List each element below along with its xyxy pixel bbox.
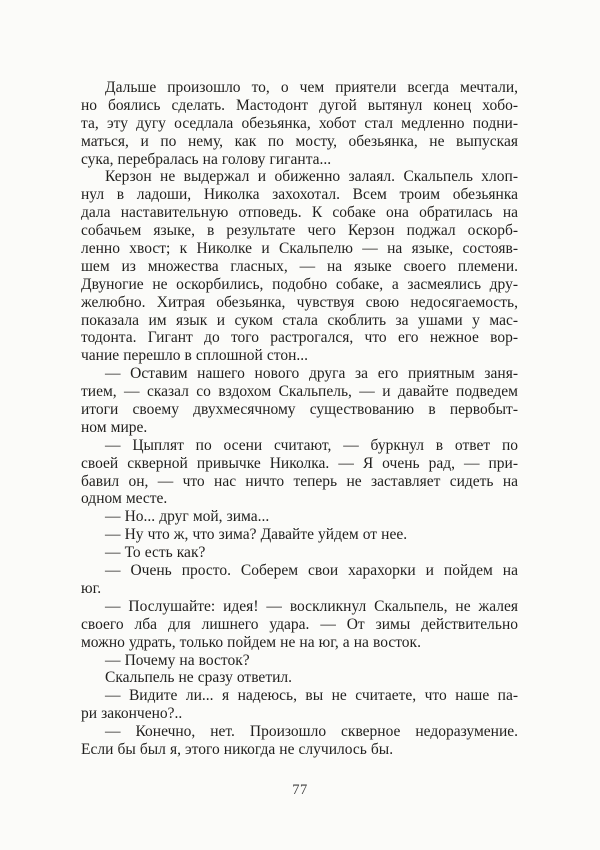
text-line: — Почему на восток?: [105, 651, 250, 669]
text-line: Керзон не выдержал и обиженно залаял. Скальпель хлоп-: [105, 168, 518, 186]
text-line: можно удрать, только пойдем не на юг, а на восток.: [81, 633, 421, 651]
text-line: дала наставительную отповедь. К собаке она обратилась на: [81, 204, 518, 222]
text-line: юг.: [81, 579, 102, 597]
text-line: — Конечно, нет. Произошло скверное недоразумение.: [105, 723, 518, 741]
text-line: Если бы был я, этого никогда не случилось бы.: [81, 740, 394, 758]
text-line: Дальше произошло то, о чем приятели всегда мечтали,: [105, 79, 518, 96]
paragraph: [81, 168, 518, 365]
text-line: но боялись сделать. Мастодонт дугой вытянул конец хобо-: [81, 96, 518, 114]
text-line: чание перешло в сплошной стон...: [81, 347, 309, 365]
paragraph: [81, 562, 518, 598]
text-line: своей скверной привычке Николка. — Я очень рад, — при-: [81, 454, 518, 472]
paragraph: [81, 365, 518, 437]
paragraph: [81, 723, 518, 759]
paragraph: [81, 669, 518, 687]
text-line: собачьем языке, в результате чего Керзон поджал оскорб-: [81, 222, 518, 240]
paragraph: [81, 508, 518, 526]
text-line: та, эту дугу оседлала обезьянка, хобот стал медленно подни-: [81, 114, 518, 132]
text-line: ри закончено?..: [81, 705, 183, 723]
text-line: — Послушайте: идея! — воскликнул Скальпель, не жалея: [105, 597, 518, 615]
text-line: итоги своему двухмесячному существованию в первобыт-: [81, 401, 518, 419]
text-line: сука, перебралась на голову гиганта...: [81, 150, 332, 168]
text-line: показала им язык и суком стала скоблить за ушами у мас-: [81, 311, 518, 329]
text-line: маться, и по нему, как по мосту, обезьянка, не выпуская: [81, 132, 518, 150]
text-line: нул в ладоши, Николка захохотал. Всем троим обезьянка: [81, 186, 518, 204]
text-line: — Очень просто. Соберем свои харахорки и пойдем на: [105, 562, 518, 580]
page-text: [81, 79, 518, 759]
text-line: своего лба для лишнего удара. — От зимы действительно: [81, 615, 518, 633]
text-line: — Цыплят по осени считают, — буркнул в ответ по: [105, 436, 518, 454]
text-line: — Но... друг мой, зима...: [105, 508, 270, 526]
paragraph: [81, 598, 518, 652]
paragraph: [81, 437, 518, 509]
text-line: — Ну что ж, что зима? Давайте уйдем от нее.: [105, 526, 408, 544]
paragraph: [81, 652, 518, 670]
text-line: желюбно. Хитрая обезьянка, чувствуя свою недосягаемость,: [81, 293, 518, 311]
text-line: ном мире.: [81, 418, 148, 436]
paragraph: [81, 544, 518, 562]
text-line: тием, — сказал со вздохом Скальпель, — и давайте подведем: [81, 383, 518, 401]
text-line: — То есть как?: [105, 544, 206, 562]
text-line: ленно хвост; к Николке и Скальпелю — на языке, состояв-: [81, 240, 518, 258]
text-line: тодонта. Гигант до того растрогался, что его нежное вор-: [81, 329, 518, 347]
text-line: — Оставим нашего нового друга за его приятным заня-: [105, 365, 518, 383]
paragraph: [81, 526, 518, 544]
text-line: Скальпель не сразу ответил.: [105, 669, 292, 687]
paragraph: [81, 687, 518, 723]
paragraph: [81, 79, 518, 168]
text-line: шем из множества гласных, — на языке своего племени.: [81, 257, 518, 275]
text-line: бавил он, — что нас ничто теперь не заставляет сидеть на: [81, 472, 518, 490]
page-number: 77: [292, 782, 308, 798]
text-line: — Видите ли... я надеюсь, вы не считаете, что наше па-: [105, 687, 518, 705]
text-line: Двуногие не оскорбились, подобно собаке, а засмеялись дру-: [81, 275, 518, 293]
text-line: одном месте.: [81, 490, 168, 508]
